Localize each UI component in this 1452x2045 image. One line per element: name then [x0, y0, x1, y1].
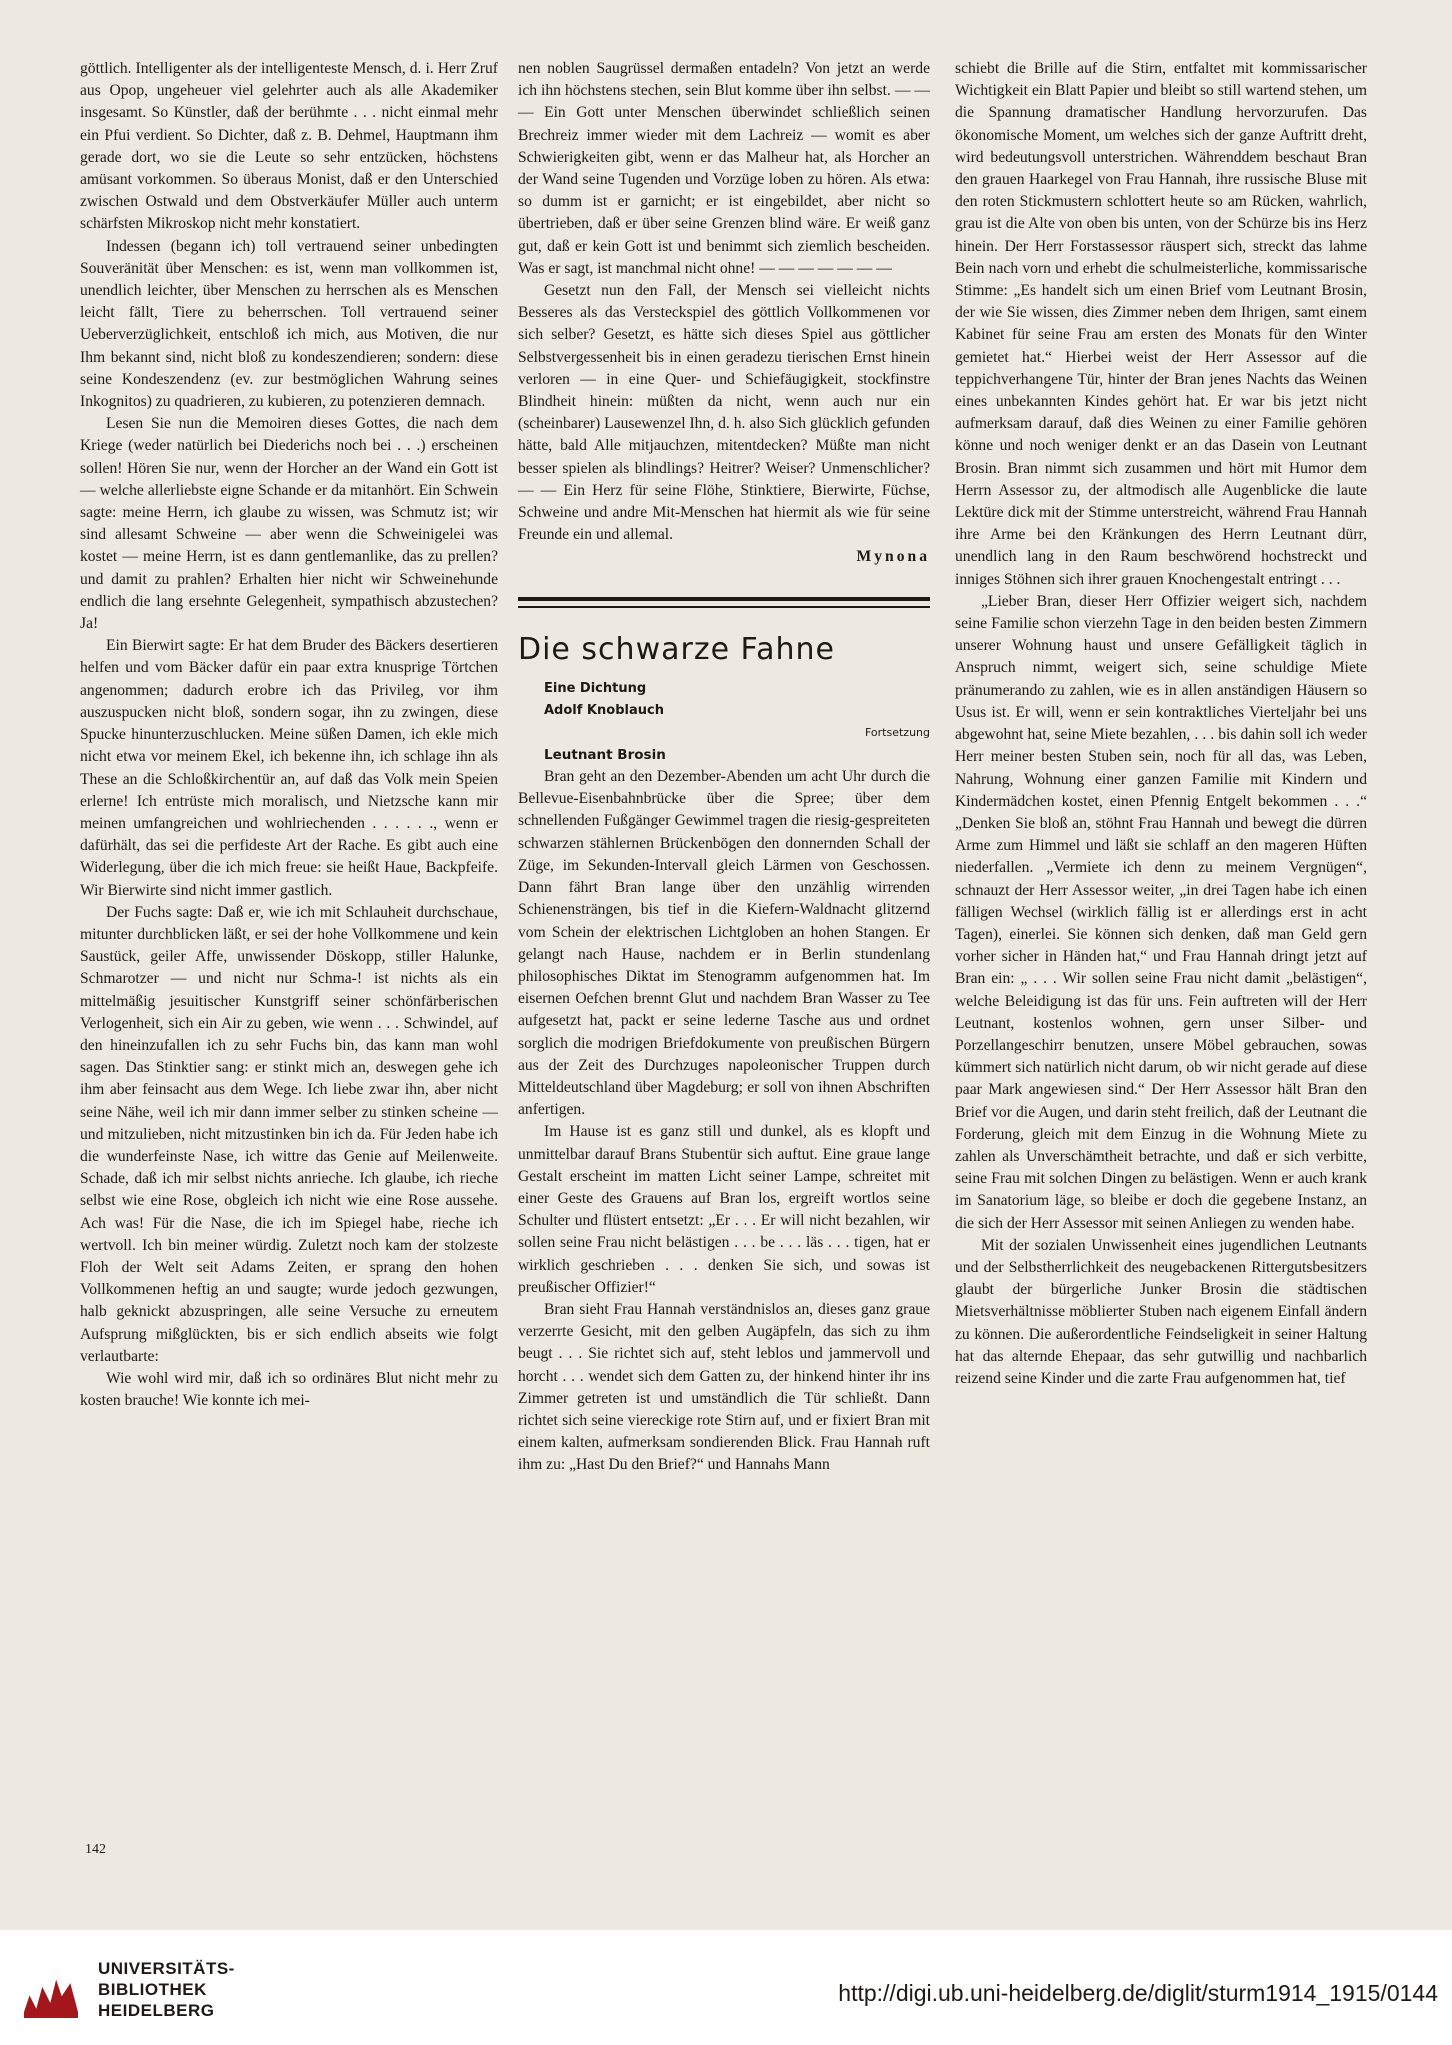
university-seal-icon [16, 1954, 86, 2024]
column-3 [955, 58, 1367, 1390]
column-1 [80, 58, 498, 1412]
article-author: Adolf Knoblauch [544, 702, 664, 718]
source-url[interactable]: http://digi.ub.uni-heidelberg.de/diglit/sturm1914_1915/0144 [838, 1980, 1438, 2006]
paragraph: Ein Bierwirt sagte: Er hat dem Bruder des Bäckers desertieren helfen und vom Bäcker dafür ein paar extra knusprige Törtchen angenommen; dadurch erobre ich das Privileg, vor ihm auszuspucken nicht bloß, sondern sogar, ihn zu zwingen, diese Spucke hinunterzuschlucken. Meine süßen Damen, ich ekle mich nicht etwa vor meinem Ekel, ich bekenne ihn, ich schlage ihn als These an die Schloßkirchentür an, auf daß das Volk mein Speien erlerne! Ich entrüste mich moralisch, und Nietzsche kann mir meinen umfangreichen und wohlriechenden . . . . . ., wenn er dafürhält, das sei die perfideste Art der Rache. Es gibt auch eine Widerlegung, über die ich mich freue: sie heißt Haue, Backpfeife. Wir Bierwirte sind nicht immer gastlich. [80, 637, 498, 899]
paragraph: göttlich. Intelligenter als der intelligenteste Mensch, d. i. Herr Zruf aus Opop, ungeheuer viel gelehrter auch als alle Akademiker insgesamt. So Künstler, daß der berühmte . . . nicht einmal mehr ein Pfui verdient. So Dichter, daß z. B. Dehmel, Hauptmann ihm gerade dort, wo sie die Leute so sehr entzücken, höchstens amüsant vorkommen. So überaus Monist, daß er den Unterschied zwischen Ostwald und dem Obstverkäufer Müller auch unterm schärfsten Mikroskop nicht mehr konstatiert. [80, 60, 498, 233]
paragraph: Bran geht an den Dezember-Abenden um acht Uhr durch die Bellevue-Eisenbahnbrücke über die Spree; über dem schnellenden Fußgänger Gewimmel tragen die riesig-gespreiteten schwarzen stählernen Brückenbögen den donnernden Schall der Züge, im Sekunden-Intervall gleich Lärmen von Geschossen. Dann fährt Bran lange über den unzählig wirrenden Schienensträngen, bis tief in die Kiefern-Waldnacht glitzernd vom Schein der elektrischen Lichtgloben an hohen Stangen. Er gelangt nach Hause, nachdem er in Berlin stundenlang philosophisches Diktat im Stenogramm aufgenommen hat. Im eisernen Oefchen brennt Glut und nachdem Bran Wasser zu Tee aufgesetzt hat, packt er seine lederne Tasche aus und ordnet sorglich die modrigen Briefdokumente von preußischen Bürgern aus der Zeit des Durchzuges napoleonischer Truppen durch Mitteldeutschland über Magdeburg; er soll von ihnen Abschriften anfertigen. [518, 768, 930, 1119]
paragraph: schiebt die Brille auf die Stirn, entfaltet mit kommissarischer Wichtigkeit ein Blatt Papier und bleibt so still wartend stehen, um die Spannung dramatischer Handlung hervorzurufen. Das ökonomische Moment, um welches sich der ganze Auftritt dreht, wird bedeutungsvoll unterstrichen. Währenddem beschaut Bran den grauen Haarkegel von Frau Hannah, ihre russische Bluse mit den roten Stickmustern schlottert heute so am Rücken, wahrlich, grau ist die Alte von oben bis unten, von der Schürze bis ins Herz hinein. Der Herr Forstassessor räuspert sich, streckt das lahme Bein nach vorn und erhebt die schulmeisterliche, kommissarische Stimme: „Es handelt sich um einen Brief vom Leutnant Brosin, der wie Sie wissen, dies Zimmer neben dem Ihrigen, samt einem Kabinet für seine Frau am ersten des Monats für den Winter gemietet hat.“ Hierbei weist der Herr Assessor auf die teppichverhangene Tür, hinter der Bran jenes Nachts das Weinen eines unbekannten Kindes gehört hat. Er war bis jetzt nicht aufmerksam darauf, daß dies Weinen zu einer Familie gehören könne und noch weniger denkt er an das Dasein von Leutnant Brosin. Bran nimmt sich zusammen und hört mit Humor dem Herrn Assessor zu, der altmodisch alle Augenblicke die laute Lektüre dick mit der Stimme unterstreicht, während Frau Hannah ihre Arme bei den Kränkungen des Herrn Leutnant dürr, unendlich lang in den Raum beschwörend hochstreckt und inniges Stöhnen sich ihrer grauen Knochengestalt entringt . . . [955, 60, 1367, 588]
column-2 [518, 58, 930, 1477]
section-heading: Leutnant Brosin [544, 746, 666, 763]
library-name-line: BIBLIOTHEK [98, 1979, 207, 1999]
article-title: Die schwarze Fahne [518, 631, 835, 667]
library-name-line: HEIDELBERG [98, 2000, 215, 2020]
paragraph: Gesetzt nun den Fall, der Mensch sei vielleicht nichts Besseres als das Versteckspiel des göttlich Vollkommenen vor sich selber? Gesetzt, es hätte sich dieses Spiel aus göttlicher Selbstvergessenheit bis in einen geradezu tierischen Ernst hinein verloren — in eine Quer- und Schiefäugigkeit, stockfinstre Blindheit hinein: müßten da nicht, wenn auch nur ein (scheinbarer) Lausewenzel Ihn, d. h. also Sich glücklich gefunden hätte, bald Alle mitjauchzen, mitentdecken? Müßte man nicht besser spielen als blindlings? Heitrer? Weiser? Unmenschlicher? — — Ein Herz für seine Flöhe, Stinktiere, Bierwirte, Füchse, Schweine und andre Mit-Menschen hat hiermit als wie für seine Freunde ein und allemal. [518, 282, 930, 544]
page-number: 142 [85, 1842, 106, 1857]
library-name [98, 1958, 235, 2021]
paragraph: nen noblen Saugrüssel dermaßen entadeln? Von jetzt an werde ich ihn höchstens stechen, sein Blut komme über ihn selbst. — — — Ein Gott unter Menschen überwindet schließlich seinen Brechreiz immer wieder mit dem Lachreiz — womit es aber Schwierigkeiten gibt, wenn er das Malheur hat, als Horcher an der Wand seine Tugenden und Vorzüge loben zu hören. Als etwa: so dumm ist er garnicht; er ist eingebildet, aber nicht so übertrieben, daß er über seine Grenzen blind wäre. Er weiß ganz gut, daß er kein Gott ist und benimmt sich ziemlich bescheiden. Was er sagt, ist manchmal nicht ohne! — — — — — — — [518, 60, 930, 277]
continuation-label: Fortsetzung [864, 725, 930, 739]
paragraph: Im Hause ist es ganz still und dunkel, als es klopft und unmittelbar darauf Brans Stubentür sich auftut. Eine graue lange Gestalt erscheint im matten Licht seiner Lampe, schreitet mit einer Geste des Grauens auf Bran los, ergreift wortlos seine Schulter und flüstert entsetzt: „Er . . . Er will nicht bezahlen, wir sollen seine Frau nicht belästigen . . . be . . . läs . . . tigen, hat er wirklich geschrieben . . . denken Sie sich, und sowas ist preußischer Offizier!“ [518, 1123, 930, 1296]
paragraph: Mit der sozialen Unwissenheit eines jugendlichen Leutnants und der Selbstherrlichkeit des neugebackenen Rittergutsbesitzers glaubt der bürgerliche Junker Brosin die städtischen Mietsverhältnisse möblierter Stuben nach eigenem Einfall ändern zu können. Die außerordentliche Feindseligkeit in seiner Haltung hat das alternde Ehepaar, das sehr gutwillig und nachbarlich reizend seine Kinder und die zarte Frau aufgenommen hat, tief [955, 1236, 1367, 1387]
library-logo[interactable] [16, 1954, 235, 2024]
paragraph: Bran sieht Frau Hannah verständnislos an, dieses ganz graue verzerrte Gesicht, mit den gelben Augäpfeln, das sich zu ihm beugt . . . Sie richtet sich auf, steht leblos und jammervoll und horcht . . . wendet sich dem Gatten zu, der hinkend hinter ihr ins Zimmer getreten ist und umständlich die Tür schließt. Dann richtet sich seine viereckige rote Stirn auf, und er fixiert Bran mit einem kalten, aufmerksam sondierenden Blick. Frau Hannah ruft ihm zu: „Hast Du den Brief?“ und Hannahs Mann [518, 1300, 930, 1474]
footer-bar [0, 1930, 1452, 2045]
library-name-line: UNIVERSITÄTS- [98, 1958, 235, 1978]
paragraph: Indessen (begann ich) toll vertrauend seiner unbedingten Souveränität über Menschen: es ist, wenn man vollkommen ist, unendlich leichter, über Menschen zu herrschen als es Menschen leicht fällt, Tiere zu beherrschen. Toll vertrauend seiner Ueberverzüglichkeit, entschloß ich mich, aus Motiven, die nur Ihm bekannt sind, nicht bloß zu kondeszendieren; sondern: diese seine Kondeszendenz (ev. zur bestmöglichen Wahrung seines Inkognitos) zu quadrieren, zu kubieren, zu potenzieren demnach. [80, 237, 498, 411]
paragraph: Wie wohl wird mir, daß ich so ordinäres Blut nicht mehr zu kosten brauche! Wie konnte ich mei- [80, 1369, 498, 1410]
paragraph: Lesen Sie nun die Memoiren dieses Gottes, die nach dem Kriege (weder natürlich bei Diederichs noch bei . . .) erscheinen sollen! Hören Sie nur, wenn der Horcher an der Wand ein Gott ist — welche allerliebste eigne Schande er da mitanhört. Ein Schwein sagte: meine Herrn, ich glaube zu wissen, was Schmutz ist; wir sind allesamt Schweine — aber wenn die Schweinigelei was kostet — meine Herrn, ist es dann gentlemanlike, das zu prellen? und damit zu prahlen? Erhalten hier nicht wir Schweinehunde endlich die lang ersehnte Gelegenheit, sympathisch abzustechen? Ja! [80, 415, 498, 633]
paragraph: „Lieber Bran, dieser Herr Offizier weigert sich, nachdem seine Familie schon vierzehn Tage in den beiden besten Zimmern unserer Wohnung haust und unsere Gefälligkeit täglich in Anspruch nimmt, weigert sich, seine schuldige Miete pränumerando zu zahlen, wie es in allen anständigen Häusern so Usus ist. Er will, wenn er sein kontraktliches Vierteljahr bei uns abgewohnt hat, seine Miete bezahlen, . . . bis dahin soll ich weder Herr meiner besten Stuben sein, noch für all das, was Leben, Nahrung, Wohnung einer ganzen Familie mit Kindern und Kindermädchen kostet, einen Pfennig Entgelt bekommen . . .“ „Denken Sie bloß an, stöhnt Frau Hannah und bewegt die dürren Arme zum Himmel und läßt sie schlaff an den mageren Hüften niederfallen. „Vermiete ich denn zu meinem Vergnügen“, schnauzt der Herr Assessor weiter, „in drei Tagen habe ich einen fälligen Wechsel (wirklich fällig ist er allerdings erst in acht Tagen), einerlei. Sie können sich denken, daß man Geld gern vorher sicher in Händen hat,“ und Frau Hannah dringt jetzt auf Bran ein: „ . . . Wir sollen seine Frau nicht damit „belästigen“, welche Beleidigung ist das für uns. Fein auftreten will der Herr Leutnant, kostenlos wohnen, gern unser Silber- und Porzellangeschirr benutzen, unsere Möbel gebrauchen, sowas kümmert sich natürlich nicht darum, ob wir nicht gerade auf diese paar Mark angewiesen sind.“ Der Herr Assessor hält Bran den Brief vor die Augen, und darin steht freilich, daß der Leutnant die Forderung, gleich mit dem Einzug in die Wohnung Miete zu zahlen als Unverschämtheit betrachte, und daß er sich verbitte, seine Frau mit solchen Dingen zu belästigen. Wenn er auch krank im Sanatorium läge, so bleibe er doch die gegebene Instanz, an die sich der Herr Assessor mit seinen Anliegen zu wenden habe. [955, 592, 1367, 1232]
divider-rule [518, 606, 930, 608]
divider-rule [518, 597, 930, 601]
article-subtitle: Eine Dichtung [544, 680, 647, 696]
author-signature: Mynona [856, 548, 930, 566]
paragraph: Der Fuchs sagte: Daß er, wie ich mit Schlauheit durchschaue, mitunter durchblicken läßt, er sei der hohe Vollkommene und kein Saustück, geiler Affe, unwissender Döskopp, stiller Halunke, Schmarotzer — und nicht nur Schma-! ist nichts als ein mittelmäßig jesuitischer Kunstgriff seiner schönfärberischen Verlogenheit, sich ein Air zu geben, wie wenn . . . Schwindel, auf den hineinzufallen ich zu sehr Fuchs bin, das kann man wohl sagen. Das Stinktier sang: er stinkt mich an, deswegen gehe ich ihm aber feinsacht aus dem Wege. Ich liebe zwar ihn, aber nicht seine Nähe, weil ich mir dann immer selber zu stinken scheine — und mitzulieben, nicht mitzustinken bin ich da. Für Jeden habe ich die wunderfeinste Nase, ich wittre das Genie auf Meilenweite. Schade, daß ich mir selbst nichts anrieche. Ich glaube, ich rieche selbst wie eine Rose, obgleich ich nicht wie eine Rose aussehe. Ach was! Für die Nase, die ich im Spiegel habe, rieche ich wertvoll. Ich bin meiner würdig. Zuletzt noch kam der stolzeste Floh der Welt seit Adams Zeiten, er sprang den hohen Vollkommenen heftig an und saugte; wurde jedoch gezwungen, halb geknickt abzuspringen, alle seine Versuche zu erneutem Aufsprung mißglückten, bis er sich endlich abseits wie folgt verlautbarte: [80, 903, 498, 1365]
